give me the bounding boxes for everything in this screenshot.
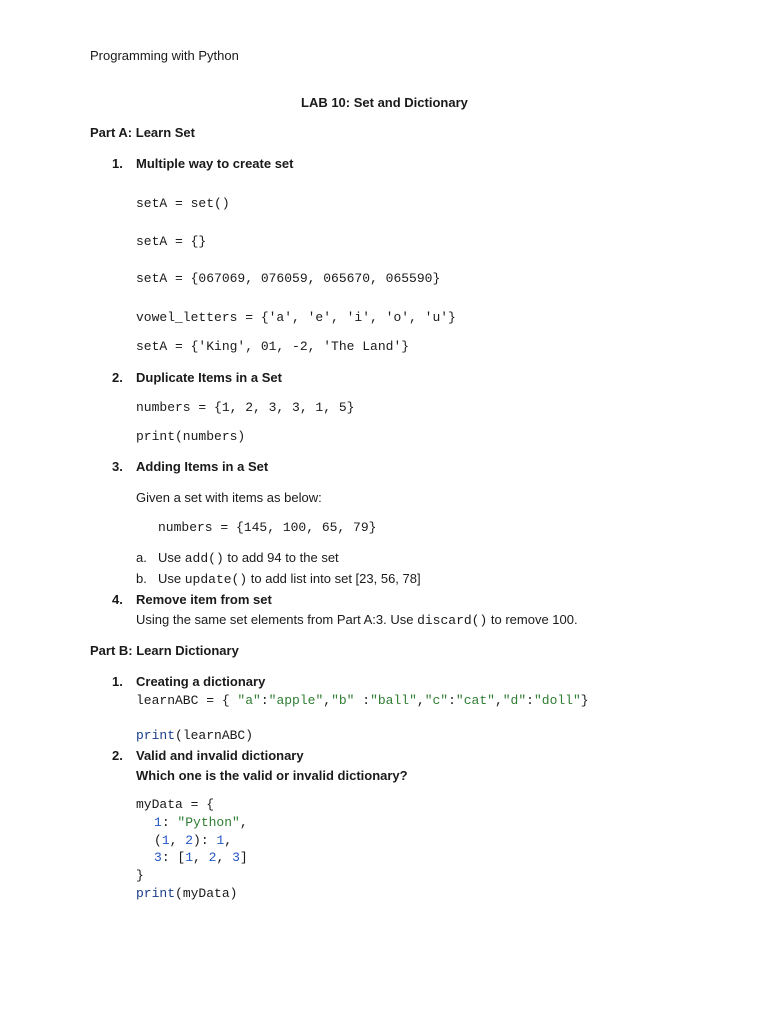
inline-code: update(): [184, 572, 248, 587]
code-line: numbers = {1, 2, 3, 3, 1, 5}: [136, 400, 355, 415]
part-a-s1-title: Multiple way to create set: [136, 156, 294, 171]
part-a-s2-number: 2.: [112, 370, 123, 385]
code-line: 1: "Python",: [154, 815, 248, 830]
code-line: print(myData): [136, 886, 238, 901]
code-line: (1, 2): 1,: [154, 833, 233, 848]
part-a-s3-intro: Given a set with items as below:: [136, 490, 322, 505]
page-title: LAB 10: Set and Dictionary: [301, 95, 468, 110]
part-a-s4-number: 4.: [112, 592, 123, 607]
part-a-s2-title: Duplicate Items in a Set: [136, 370, 282, 385]
text: Use: [158, 550, 185, 565]
part-a-s3-title: Adding Items in a Set: [136, 459, 269, 474]
list-marker: a.: [136, 550, 147, 565]
inline-code: add(): [184, 551, 224, 566]
part-b-s2-title: Valid and invalid dictionary: [136, 748, 304, 763]
part-a-s1-number: 1.: [112, 156, 123, 171]
part-a-heading: Part A: Learn Set: [90, 125, 195, 140]
code-line: myData = {: [136, 797, 215, 812]
part-b-s1-title: Creating a dictionary: [136, 674, 266, 689]
code-line: 3: [1, 2, 3]: [154, 850, 248, 865]
page-header: Programming with Python: [90, 48, 239, 63]
text: to remove 100.: [487, 612, 578, 627]
code-line: setA = {067069, 076059, 065670, 065590}: [136, 271, 441, 286]
list-item: [136, 571, 147, 587]
code-line: print(numbers): [136, 429, 246, 444]
list-item: [136, 550, 147, 566]
text: Using the same set elements from Part A:3. Use: [136, 612, 418, 627]
text: to add list into set [23, 56, 78]: [247, 571, 421, 586]
list-item-text: [158, 571, 421, 588]
part-a-s4-title: Remove item from set: [136, 592, 272, 607]
part-b-s2-question: Which one is the valid or invalid dictionary?: [136, 768, 408, 783]
part-a-s4-text: [136, 612, 578, 629]
text: to add 94 to the set: [223, 550, 339, 565]
part-a-s3-number: 3.: [112, 459, 123, 474]
code-line: vowel_letters = {'a', 'e', 'i', 'o', 'u'}: [136, 310, 456, 325]
part-b-s1-number: 1.: [112, 674, 123, 689]
code-line: setA = {'King', 01, -2, 'The Land'}: [136, 339, 410, 354]
part-b-s2-number: 2.: [112, 748, 123, 763]
code-line: numbers = {145, 100, 65, 79}: [158, 520, 377, 535]
code-line: setA = {}: [136, 234, 207, 249]
code-line: setA = set(): [136, 196, 230, 211]
text: Use: [158, 571, 185, 586]
list-marker: b.: [136, 571, 147, 586]
inline-code: discard(): [417, 613, 488, 628]
list-item-text: [158, 550, 339, 567]
code-line: learnABC = { "a":"apple","b" :"ball","c":"cat","d":"doll"}: [136, 693, 589, 708]
code-line: }: [136, 868, 144, 883]
code-line: print(learnABC): [136, 728, 254, 743]
part-b-heading: Part B: Learn Dictionary: [90, 643, 239, 658]
